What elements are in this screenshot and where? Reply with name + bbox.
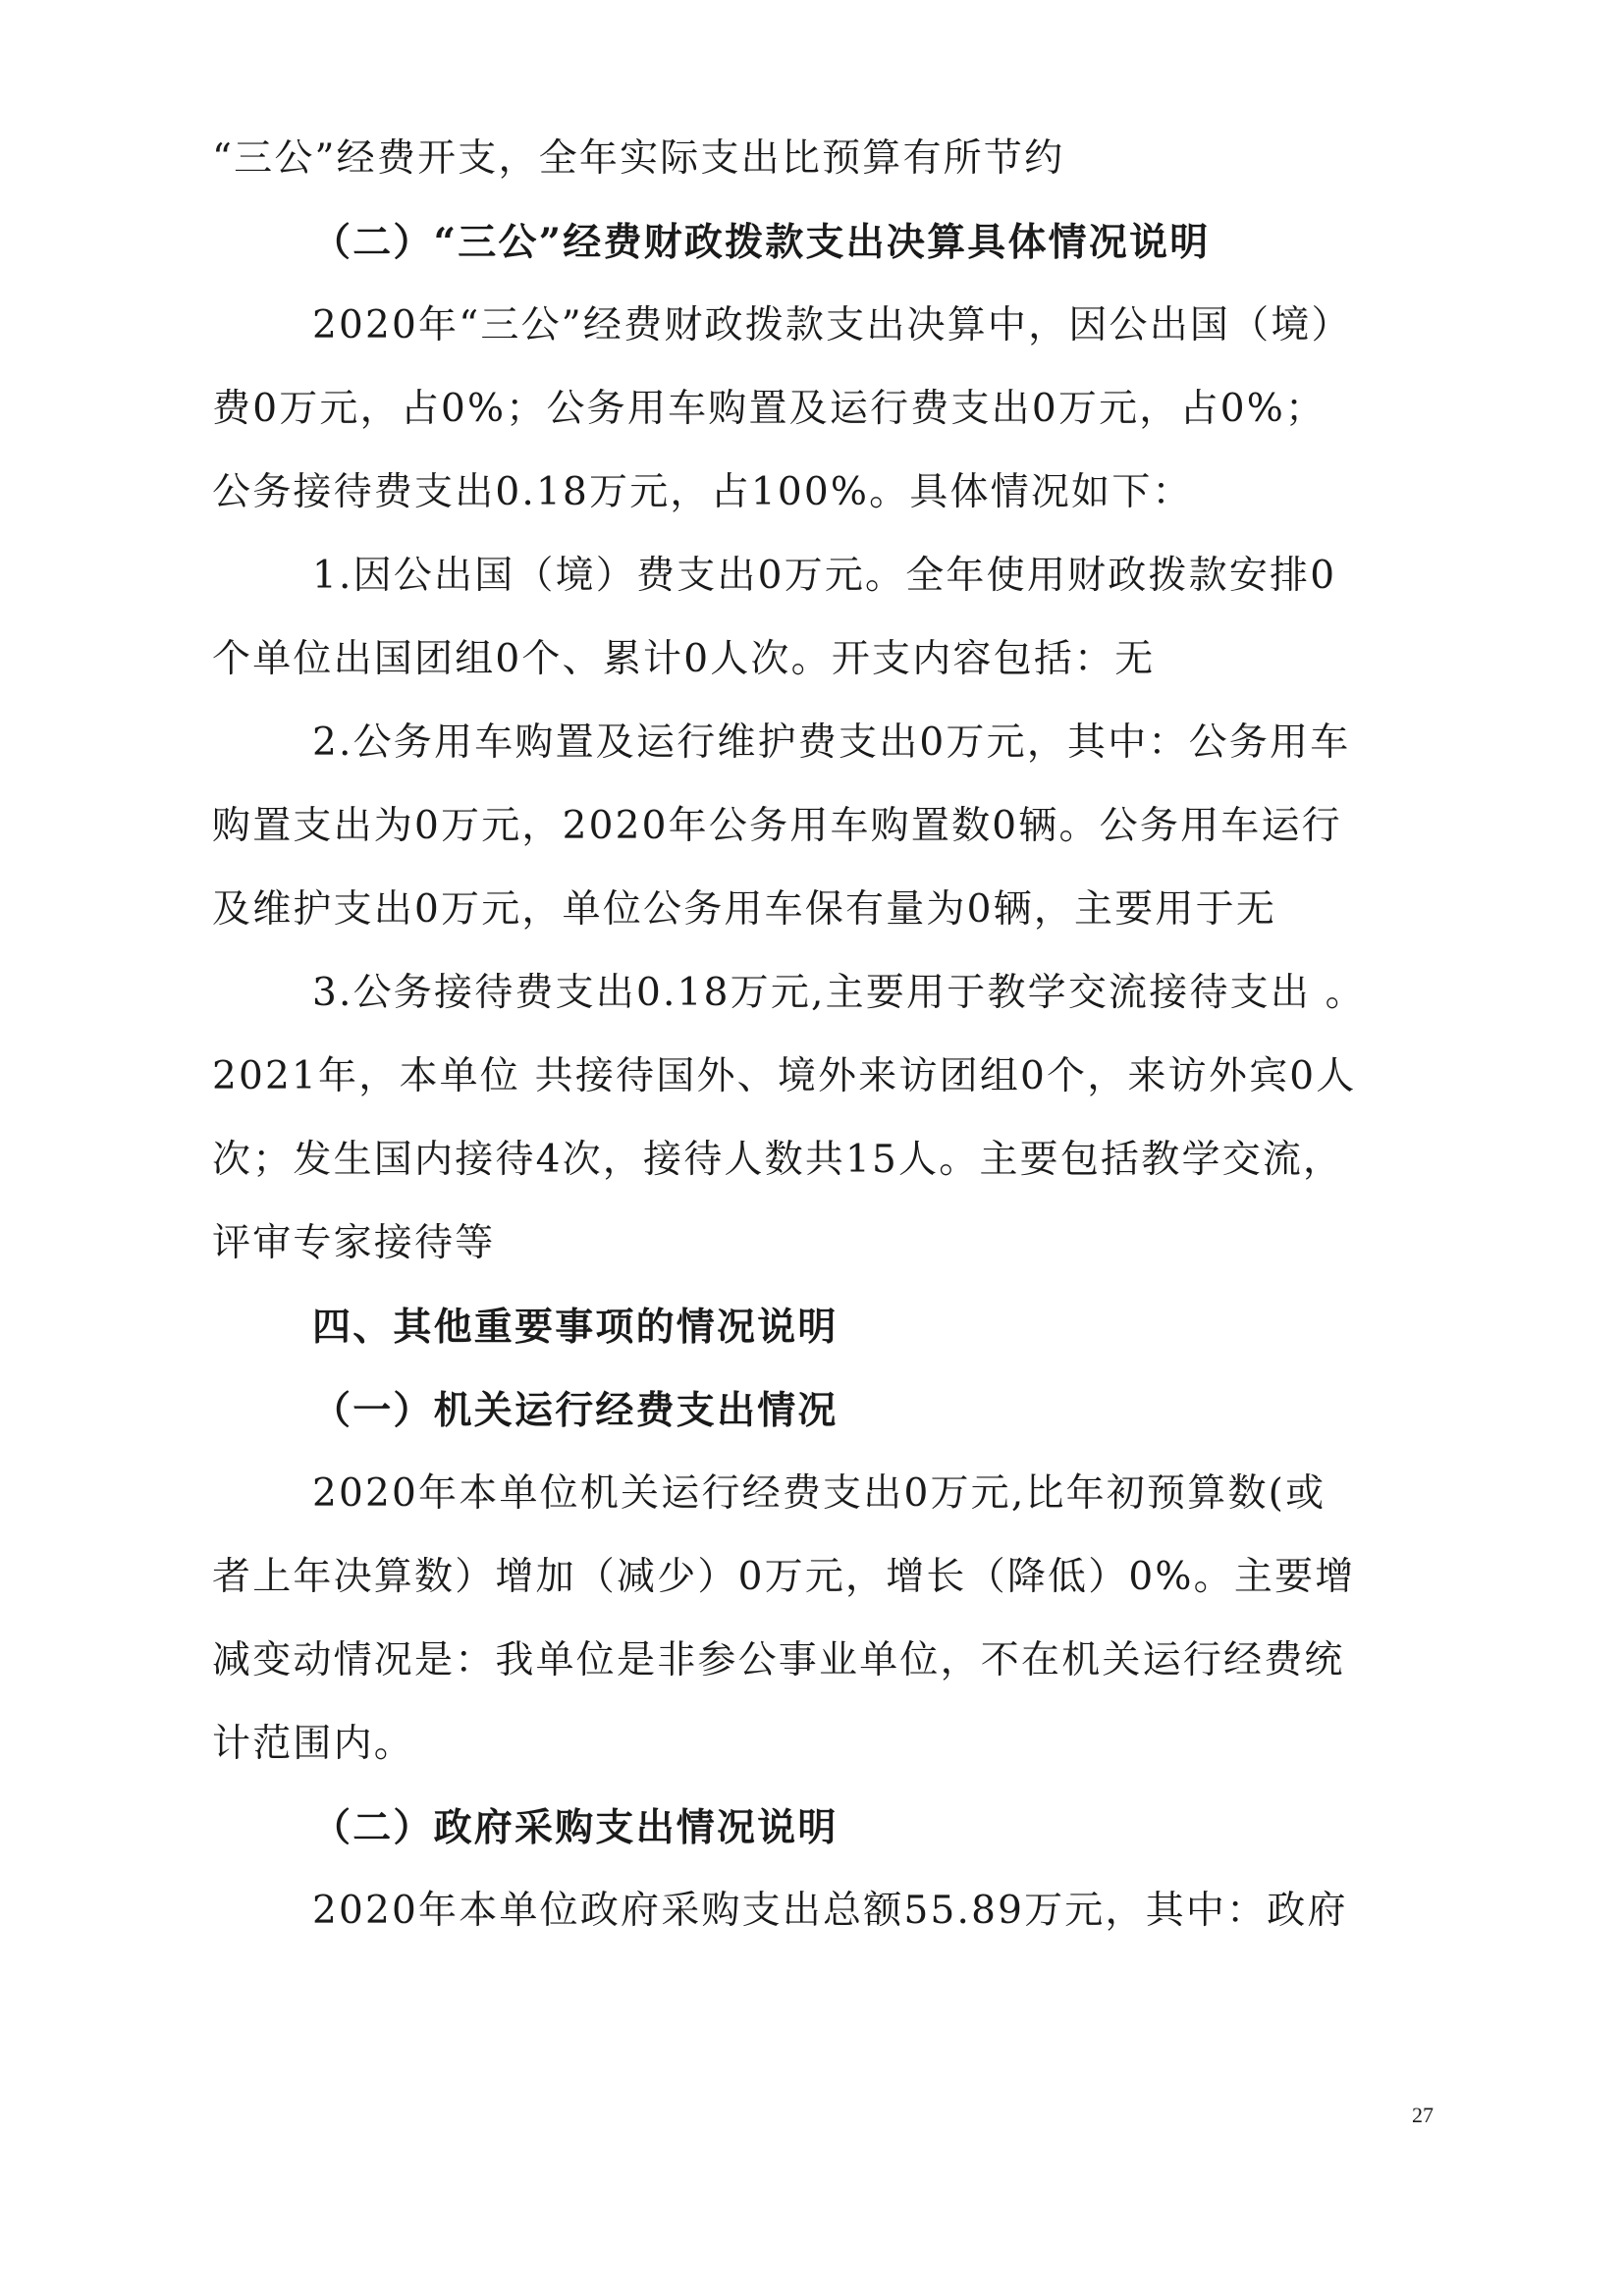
paragraph-line: 2020年本单位机关运行经费支出0万元,比年初预算数(或 [312,1471,1326,1516]
paragraph-line: 3.公务接待费支出0.18万元,主要用于教学交流接待支出 。 [312,971,1366,1015]
paragraph-line: “三公”经费开支，全年实际支出比预算有所节约 [212,136,1065,181]
paragraph-line: 1.因公出国（境）费支出0万元。全年使用财政拨款安排0 [312,554,1337,598]
page-number: 27 [1412,2103,1434,2127]
paragraph-line: 2020年“三公”经费财政拨款支出决算中，因公出国（境） [312,303,1352,347]
paragraph-line: 购置支出为0万元，2020年公务用车购置数0辆。公务用车运行 [212,804,1342,848]
paragraph-line: 次；发生国内接待4次，接待人数共15人。主要包括教学交流， [212,1138,1344,1182]
paragraph-line: 个单位出国团组0个、累计0人次。开支内容包括：无 [212,637,1156,681]
section-heading: （二）政府采购支出情况说明 [312,1805,839,1850]
paragraph-line: 及维护支出0万元，单位公务用车保有量为0辆，主要用于无 [212,887,1277,932]
paragraph-line: 减变动情况是：我单位是非参公事业单位，不在机关运行经费统 [212,1638,1345,1682]
paragraph-line: 2.公务用车购置及运行维护费支出0万元，其中：公务用车 [312,721,1351,765]
paragraph-line: 2021年，本单位 共接待国外、境外来访团组0个，来访外宾0人 [212,1054,1357,1098]
paragraph-line: 公务接待费支出0.18万元，占100%。具体情况如下： [212,470,1193,514]
section-heading: 四、其他重要事项的情况说明 [312,1305,839,1350]
paragraph-line: 评审专家接待等 [212,1221,496,1265]
paragraph-line: 2020年本单位政府采购支出总额55.89万元，其中：政府 [312,1889,1348,1933]
paragraph-line: 者上年决算数）增加（减少）0万元，增长（降低）0%。主要增 [212,1555,1356,1599]
section-heading: （二）“三公”经费财政拨款支出决算具体情况说明 [312,220,1211,265]
section-heading: （一）机关运行经费支出情况 [312,1388,839,1433]
paragraph-line: 计范围内。 [212,1722,415,1766]
paragraph-line: 费0万元，占0%；公务用车购置及运行费支出0万元，占0%； [212,387,1326,431]
